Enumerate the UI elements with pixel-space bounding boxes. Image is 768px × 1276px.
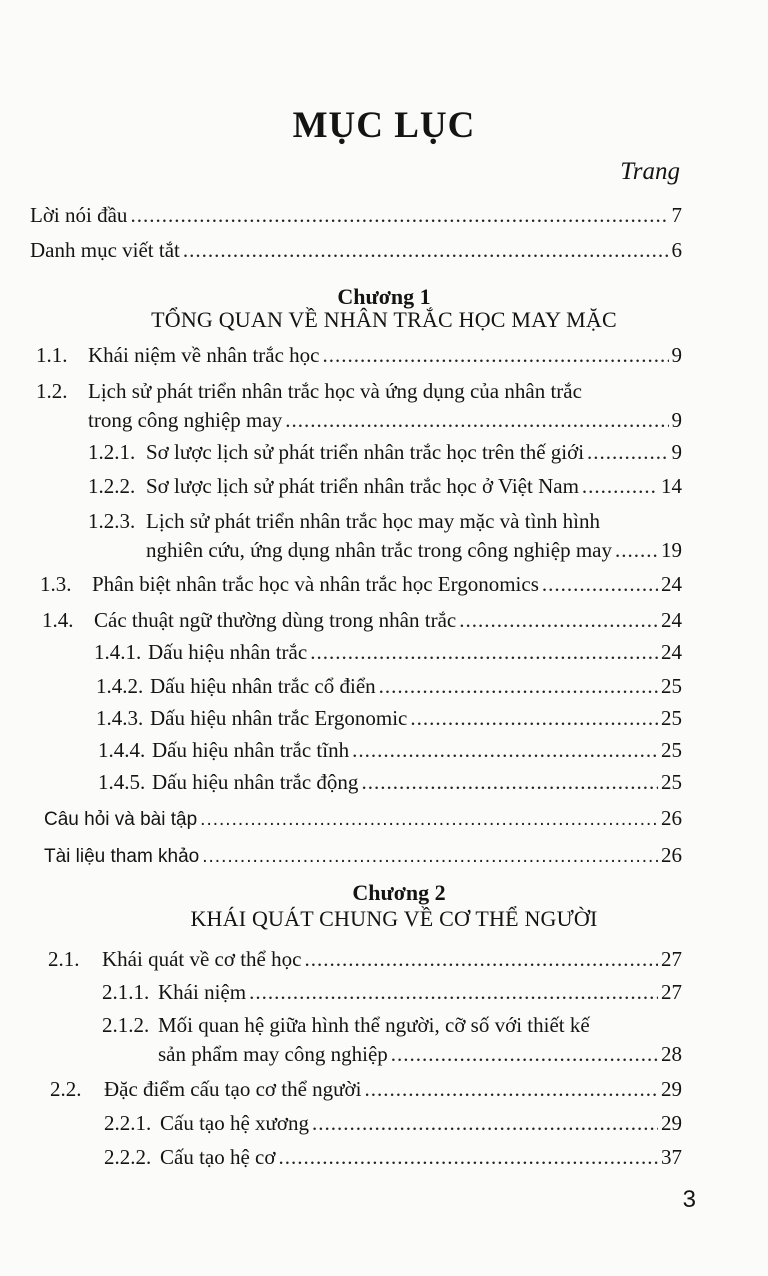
entry-page: 26 xyxy=(661,843,682,867)
entry-page: 25 xyxy=(661,706,682,730)
leader-dots xyxy=(183,235,669,265)
toc-entry-1-2-2[interactable] xyxy=(88,471,682,501)
entry-page: 24 xyxy=(661,572,682,596)
entry-text: Phân biệt nhân trắc học và nhân trắc học Ergonomics xyxy=(92,572,539,596)
entry-text: Dấu hiệu nhân trắc động xyxy=(152,770,359,794)
chapter-1-title: TỔNG QUAN VỀ NHÂN TRẮC HỌC MAY MẶC xyxy=(151,307,617,332)
entry-page: 7 xyxy=(671,203,682,227)
leader-dots xyxy=(249,977,658,1007)
toc-entry-1-2-line1[interactable] xyxy=(36,376,582,406)
entry-number: 2.1.2. xyxy=(102,1013,150,1037)
entry-number: 1.4.5. xyxy=(98,770,146,794)
entry-page: 28 xyxy=(661,1042,682,1066)
entry-page: 24 xyxy=(661,608,682,632)
toc-entry-1-4[interactable] xyxy=(42,605,682,635)
entry-number: 1.4.1. xyxy=(94,640,142,664)
leader-dots xyxy=(278,1142,658,1172)
leader-dots xyxy=(391,1039,658,1069)
entry-number: 2.1. xyxy=(48,947,80,971)
entry-text: Tài liệu tham khảo xyxy=(44,846,200,867)
entry-text: Cấu tạo hệ cơ xyxy=(160,1145,276,1169)
entry-page: 6 xyxy=(671,238,682,262)
leader-dots xyxy=(312,1108,658,1138)
entry-page: 24 xyxy=(661,640,682,664)
leader-dots xyxy=(285,405,668,435)
toc-entry-1-4-4[interactable] xyxy=(98,735,682,765)
entry-page: 27 xyxy=(661,947,682,971)
entry-page: 29 xyxy=(661,1077,682,1101)
toc-entry-2-1-1[interactable] xyxy=(102,977,682,1007)
leader-dots xyxy=(459,605,658,635)
toc-entry-1-4-3[interactable] xyxy=(96,703,682,733)
entry-page: 9 xyxy=(671,440,682,464)
entry-number: 1.1. xyxy=(36,343,68,367)
toc-entry-1-4-2[interactable] xyxy=(96,671,682,701)
toc-entry-2-2-2[interactable] xyxy=(104,1142,682,1172)
entry-page: 9 xyxy=(671,343,682,367)
page-column-label: Trang xyxy=(620,158,680,185)
page-number: 3 xyxy=(682,1186,696,1213)
entry-text: Đặc điểm cấu tạo cơ thể người xyxy=(104,1077,362,1101)
entry-text: Mối quan hệ giữa hình thể người, cỡ số với thiết kế xyxy=(158,1013,590,1037)
leader-dots xyxy=(200,805,658,835)
entry-number: 1.4. xyxy=(42,608,74,632)
leader-dots xyxy=(615,535,658,565)
toc-entry-2-2[interactable] xyxy=(50,1074,682,1104)
entry-text: Các thuật ngữ thường dùng trong nhân trắc xyxy=(94,608,457,632)
toc-entry-2-1[interactable] xyxy=(48,944,682,974)
entry-number: 1.2.1. xyxy=(88,440,136,464)
entry-page: 25 xyxy=(661,770,682,794)
chapter-2-title: KHÁI QUÁT CHUNG VỀ CƠ THỂ NGƯỜI xyxy=(190,906,598,931)
toc-entry-1-3[interactable] xyxy=(40,569,682,599)
toc-entry-1-2-3-line1[interactable] xyxy=(88,506,600,536)
entry-text: Dấu hiệu nhân trắc cổ điển xyxy=(150,674,376,698)
entry-number: 2.2.1. xyxy=(104,1111,152,1135)
entry-page: 25 xyxy=(661,674,682,698)
leader-dots xyxy=(352,735,658,765)
entry-number: 2.2. xyxy=(50,1077,82,1101)
toc-entry-1-2-1[interactable] xyxy=(88,437,682,467)
toc-entry-2-1-2-line1[interactable] xyxy=(102,1010,590,1040)
entry-page: 19 xyxy=(661,538,682,562)
toc-entry-questions[interactable] xyxy=(44,803,682,833)
leader-dots xyxy=(542,569,658,599)
leader-dots xyxy=(361,767,658,797)
entry-text: sản phẩm may công nghiệp xyxy=(158,1042,388,1066)
entry-page: 27 xyxy=(661,980,682,1004)
entry-page: 9 xyxy=(671,408,682,432)
entry-text: Lịch sử phát triển nhân trắc học và ứng dụng của nhân trắc xyxy=(88,379,582,403)
toc-entry-2-2-1[interactable] xyxy=(104,1108,682,1138)
toc-entry-1-2[interactable] xyxy=(88,405,682,435)
entry-number: 1.4.2. xyxy=(96,674,144,698)
toc-entry-1-4-5[interactable] xyxy=(98,767,682,797)
leader-dots xyxy=(587,437,668,467)
leader-dots xyxy=(582,471,658,501)
leader-dots xyxy=(323,340,669,370)
entry-text: Khái quát về cơ thể học xyxy=(102,947,302,971)
page-title: MỤC LỤC xyxy=(292,105,476,146)
entry-page: 26 xyxy=(661,806,682,830)
leader-dots xyxy=(365,1074,659,1104)
entry-text: Lịch sử phát triển nhân trắc học may mặc và tình hình xyxy=(146,509,600,533)
leader-dots xyxy=(202,842,658,872)
entry-number: 1.4.4. xyxy=(98,738,146,762)
leader-dots xyxy=(310,637,658,667)
leader-dots xyxy=(130,200,668,230)
toc-entry-1-1[interactable] xyxy=(36,340,682,370)
entry-text: Dấu hiệu nhân trắc tĩnh xyxy=(152,738,350,762)
entry-text: Cấu tạo hệ xương xyxy=(160,1111,310,1135)
entry-text: nghiên cứu, ứng dụng nhân trắc trong công nghiệp may xyxy=(146,538,612,562)
toc-entry-2-1-2[interactable] xyxy=(158,1039,682,1069)
entry-number: 2.1.1. xyxy=(102,980,150,1004)
entry-page: 37 xyxy=(661,1145,682,1169)
leader-dots xyxy=(379,671,658,701)
toc-entry-1-2-3[interactable] xyxy=(146,535,682,565)
entry-text: Khái niệm xyxy=(158,980,247,1004)
entry-page: 14 xyxy=(661,474,682,498)
toc-entry-references[interactable] xyxy=(44,840,682,870)
entry-number: 2.2.2. xyxy=(104,1145,152,1169)
entry-text: Sơ lược lịch sử phát triển nhân trắc học trên thế giới xyxy=(146,440,585,464)
toc-entry-abbreviations[interactable] xyxy=(30,235,682,265)
entry-page: 29 xyxy=(661,1111,682,1135)
entry-number: 1.4.3. xyxy=(96,706,144,730)
entry-page: 25 xyxy=(661,738,682,762)
leader-dots xyxy=(304,944,658,974)
entry-text: Câu hỏi và bài tập xyxy=(44,809,198,830)
entry-text: Sơ lược lịch sử phát triển nhân trắc học ở Việt Nam xyxy=(146,474,579,498)
chapter-1-label: Chương 1 xyxy=(337,284,431,309)
toc-entry-1-4-1[interactable] xyxy=(94,637,682,667)
entry-text: Lời nói đầu xyxy=(30,203,128,227)
entry-text: Khái niệm về nhân trắc học xyxy=(88,343,320,367)
chapter-2-label: Chương 2 xyxy=(352,880,446,905)
leader-dots xyxy=(410,703,658,733)
entry-text: Dấu hiệu nhân trắc Ergonomic xyxy=(150,706,408,730)
toc-entry-preface[interactable] xyxy=(30,200,682,230)
entry-number: 1.2.2. xyxy=(88,474,136,498)
entry-number: 1.2.3. xyxy=(88,509,136,533)
entry-text: Dấu hiệu nhân trắc xyxy=(148,640,308,664)
entry-number: 1.3. xyxy=(40,572,72,596)
entry-number: 1.2. xyxy=(36,379,68,403)
entry-text: Danh mục viết tắt xyxy=(30,238,180,262)
entry-text: trong công nghiệp may xyxy=(88,408,283,432)
